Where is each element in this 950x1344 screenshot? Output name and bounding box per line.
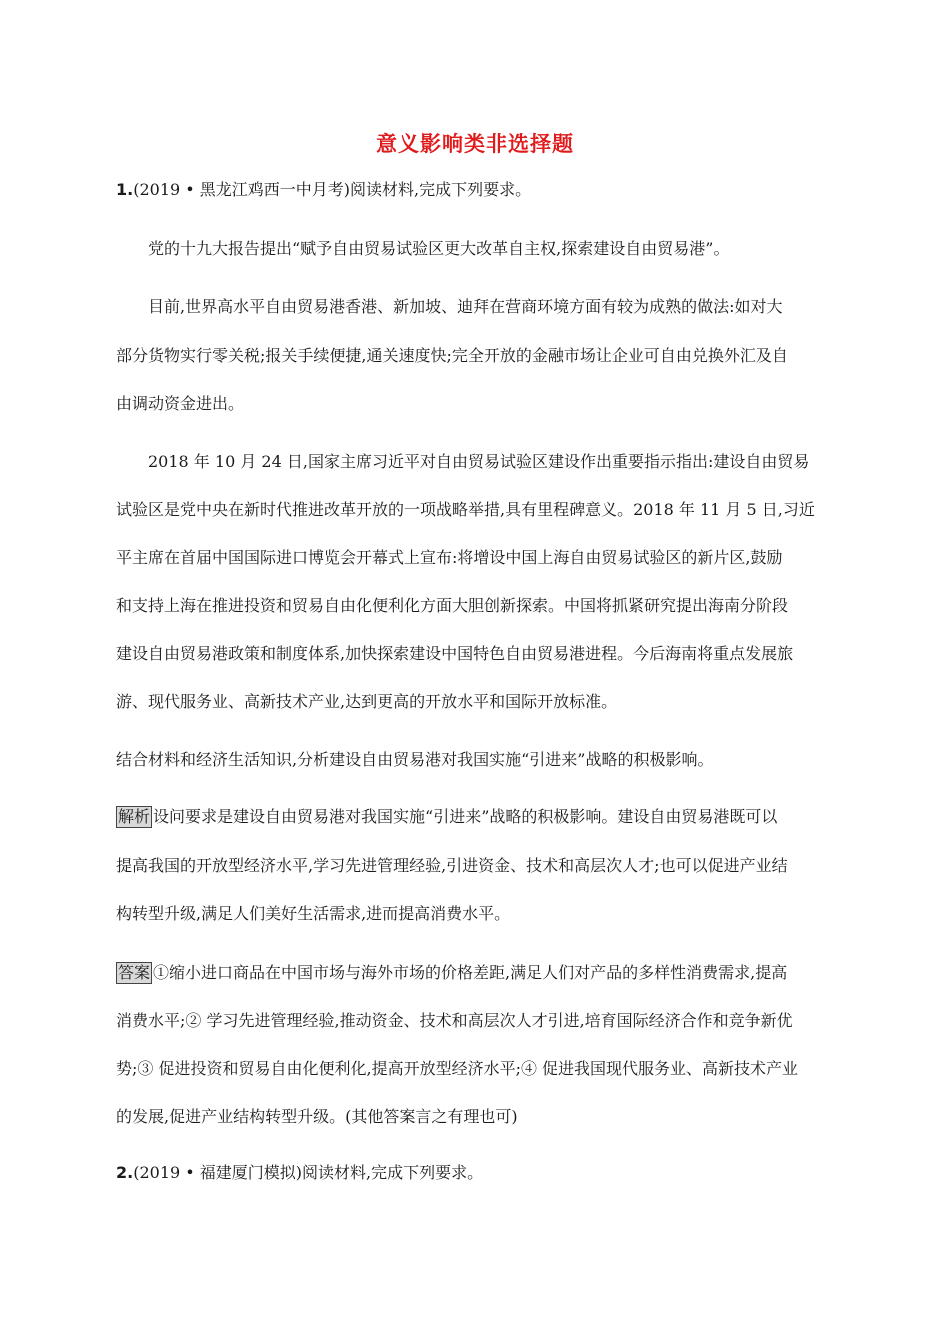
answer-line: 势;③ 促进投资和贸易自由化便利化,提高开放型经济水平;④ 促进我国现代服务业、高新技术产业 xyxy=(116,1059,799,1078)
material-paragraph-3-line: 试验区是党中央在新时代推进改革开放的一项战略举措,具有里程碑意义。2018 年 11 月 5 日,习近 xyxy=(116,500,815,519)
question-prompt: 结合材料和经济生活知识,分析建设自由贸易港对我国实施“引进来”战略的积极影响。 xyxy=(116,750,714,769)
question-2-stem xyxy=(116,1160,838,1186)
answer-line xyxy=(116,960,838,986)
answer-tag: 答案 xyxy=(118,963,151,982)
analysis-tag: 解析 xyxy=(118,807,151,826)
material-paragraph-2-line: 目前,世界高水平自由贸易港香港、新加坡、迪拜在营商环境方面有较为成熟的做法:如对大 xyxy=(148,297,783,316)
analysis-line xyxy=(116,804,838,830)
page-title: 意义影响类非选择题 xyxy=(376,132,574,156)
question-1-stem xyxy=(116,177,838,203)
answer-line: 的发展,促进产业结构转型升级。(其他答案言之有理也可) xyxy=(116,1107,518,1126)
material-paragraph-3-line: 和支持上海在推进投资和贸易自由化便利化方面大胆创新探索。中国将抓紧研究提出海南分阶段 xyxy=(116,596,789,615)
material-paragraph-2-line: 由调动资金进出。 xyxy=(116,394,245,413)
analysis-line: 构转型升级,满足人们美好生活需求,进而提高消费水平。 xyxy=(116,904,511,923)
question-stem-text: (2019 • 福建厦门模拟)阅读材料,完成下列要求。 xyxy=(133,1163,484,1182)
material-paragraph-3-line: 2018 年 10 月 24 日,国家主席习近平对自由贸易试验区建设作出重要指示指出:建设自由贸易 xyxy=(148,452,810,471)
material-paragraph-3-line: 建设自由贸易港政策和制度体系,加快探索建设中国特色自由贸易港进程。今后海南将重点发展旅 xyxy=(116,644,794,663)
material-paragraph-2-line: 部分货物实行零关税;报关手续便捷,通关速度快;完全开放的金融市场让企业可自由兑换外汇及自 xyxy=(116,346,788,365)
analysis-text: 设问要求是建设自由贸易港对我国实施“引进来”战略的积极影响。建设自由贸易港既可以 xyxy=(153,807,778,826)
material-paragraph-1: 党的十九大报告提出“赋予自由贸易试验区更大改革自主权,探索建设自由贸易港”。 xyxy=(148,239,730,258)
analysis-line: 提高我国的开放型经济水平,学习先进管理经验,引进资金、技术和高层次人才;也可以促进产业结 xyxy=(116,856,788,875)
answer-line: 消费水平;② 学习先进管理经验,推动资金、技术和高层次人才引进,培育国际经济合作和竞争新优 xyxy=(116,1011,793,1030)
question-number: 2. xyxy=(116,1163,134,1182)
question-number: 1. xyxy=(116,180,134,199)
answer-text: ①缩小进口商品在中国市场与海外市场的价格差距,满足人们对产品的多样性消费需求,提高 xyxy=(153,963,788,982)
material-paragraph-3-line: 平主席在首届中国国际进口博览会开幕式上宣布:将增设中国上海自由贸易试验区的新片区,鼓励 xyxy=(116,548,783,567)
material-paragraph-3-line: 游、现代服务业、高新技术产业,达到更高的开放水平和国际开放标准。 xyxy=(116,692,618,711)
question-stem-text: (2019 • 黑龙江鸡西一中月考)阅读材料,完成下列要求。 xyxy=(133,180,532,199)
